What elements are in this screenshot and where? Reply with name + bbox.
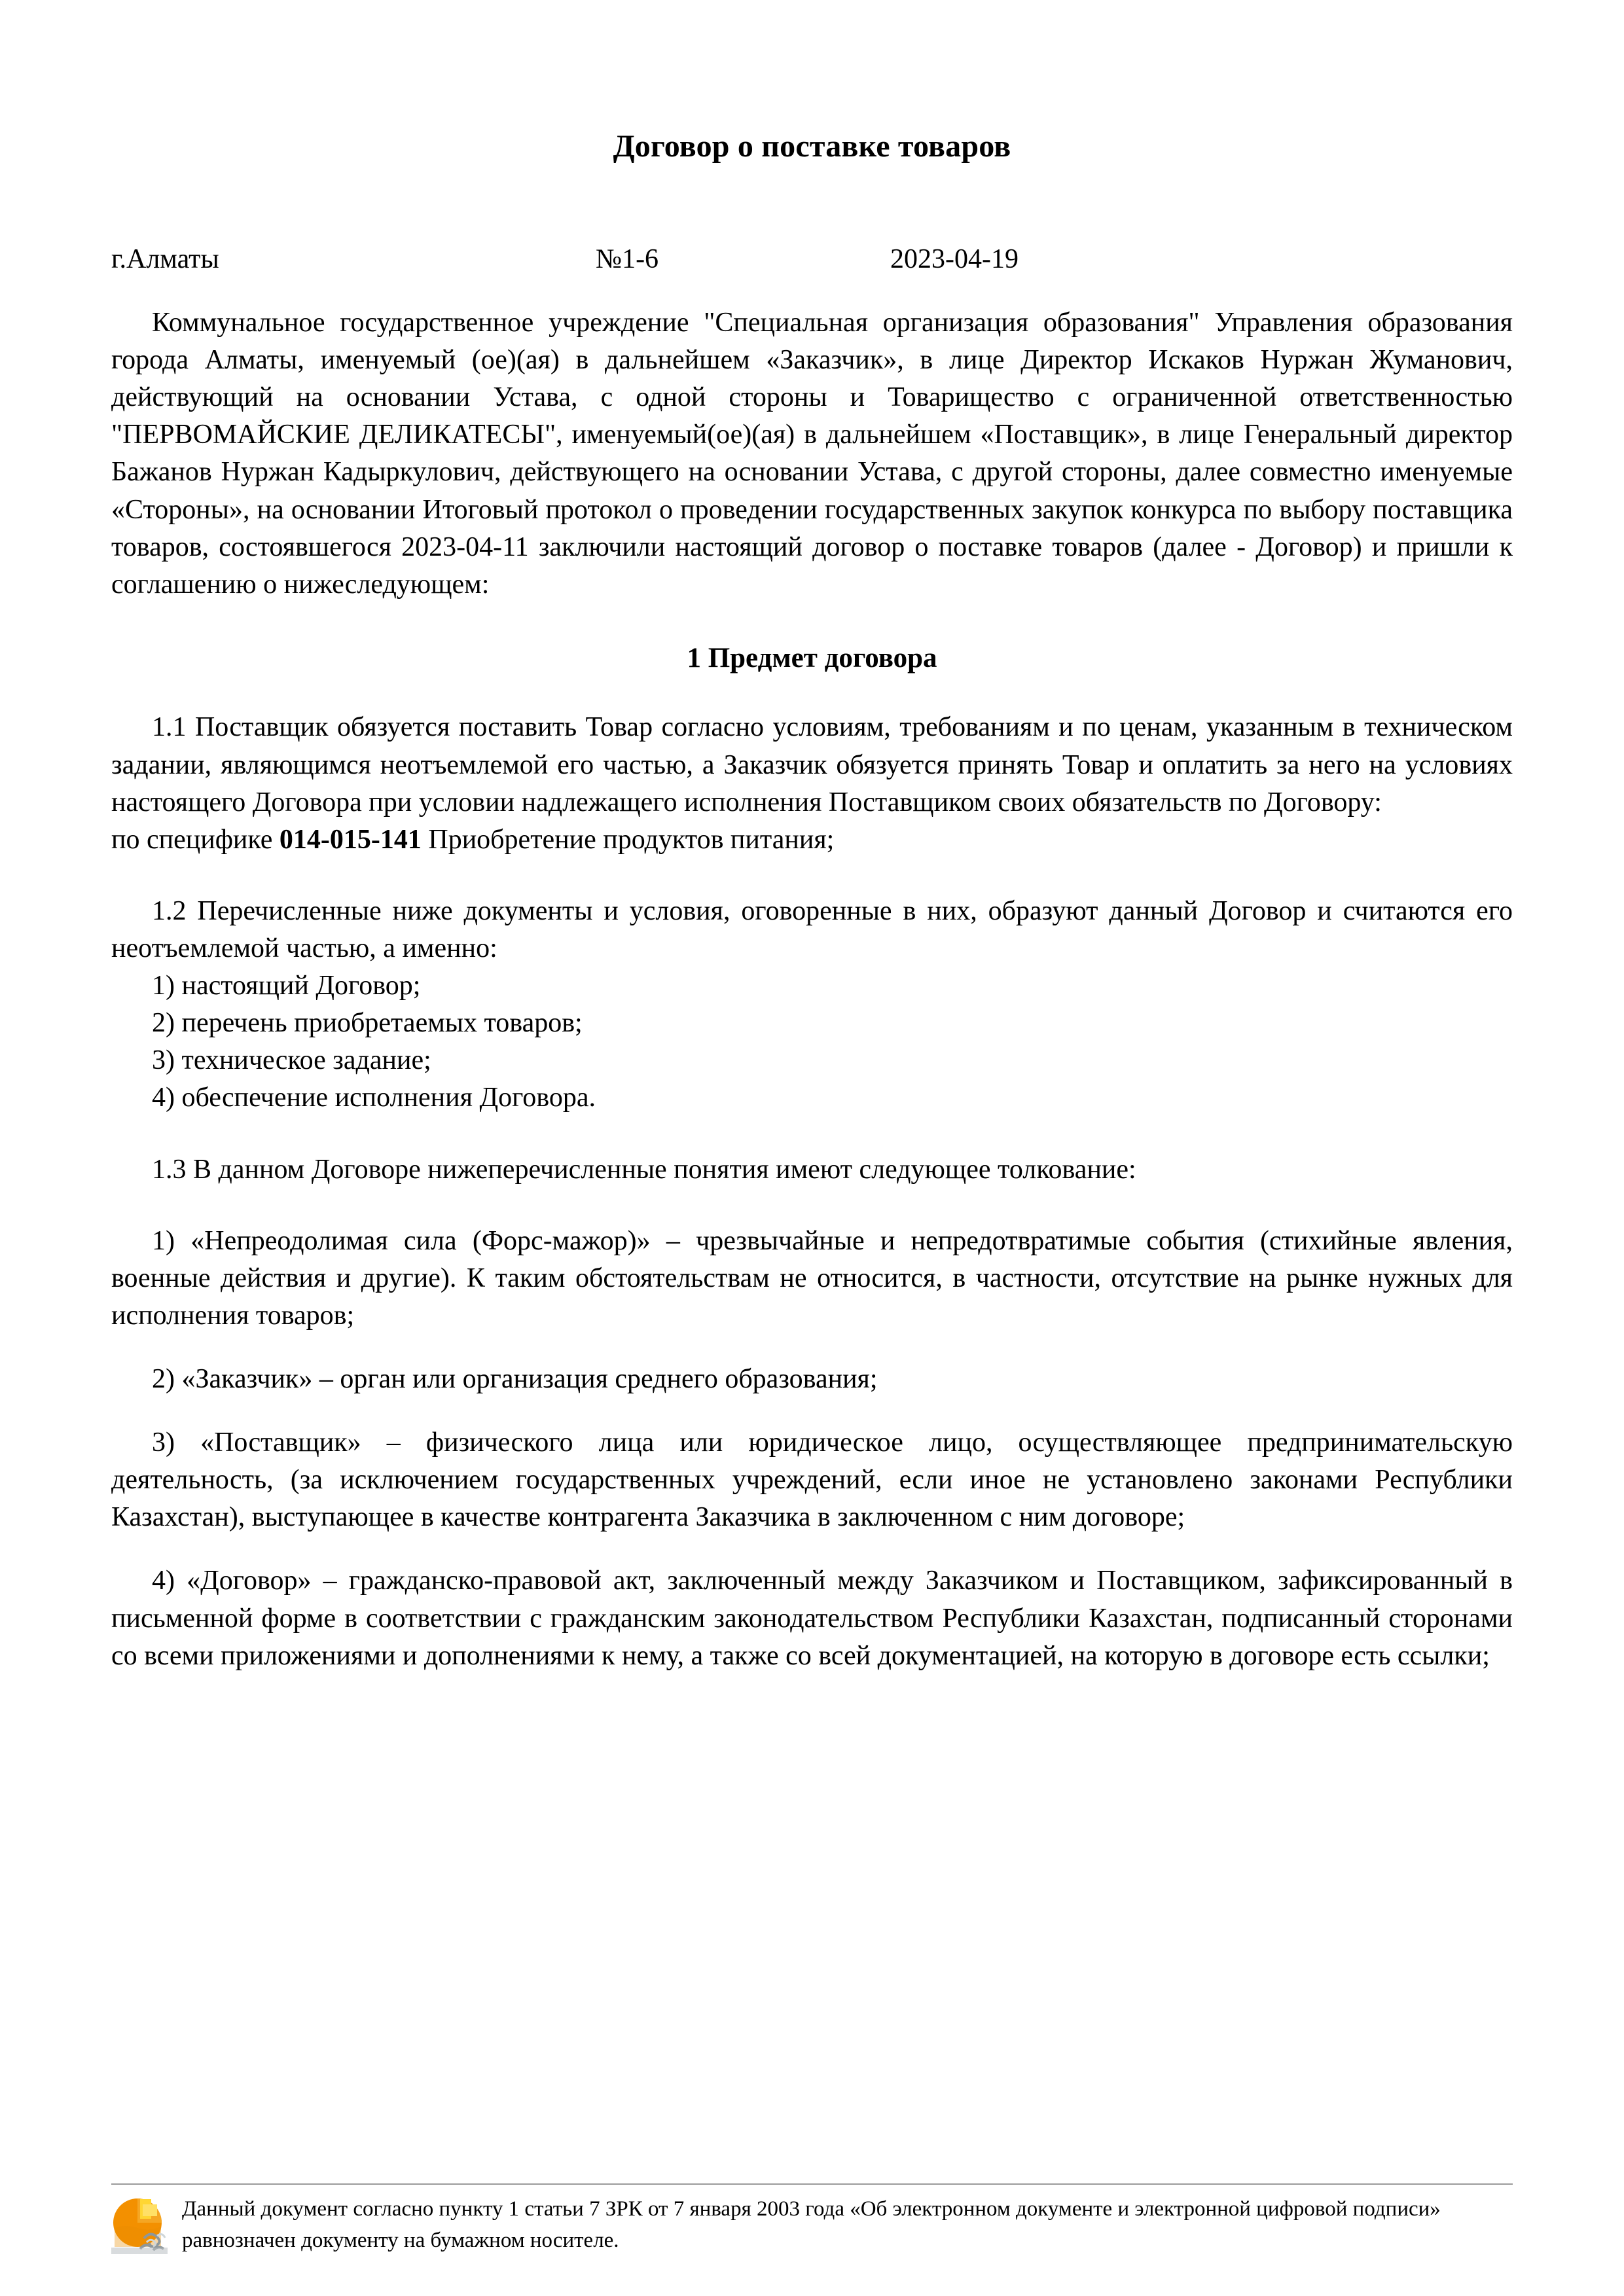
- footer-body: [111, 2194, 1513, 2257]
- spec-code: 014-015-141: [279, 824, 422, 855]
- clause-1-1: 1.1 Поставщик обязуется поставить Товар согласно условиям, требованиям и по ценам, указанным в техническом задании, являющимся неотъемлемой его частью, а Заказчик обязуется принять Товар и оплатить за него на условиях настоящего Договора при условии надлежащего исполнения Поставщиком своих обязательств по Договору:: [111, 712, 1513, 817]
- definition-customer: 2) «Заказчик» – орган или организация среднего образования;: [152, 1363, 878, 1394]
- egov-seal-icon: [111, 2195, 168, 2254]
- meta-contract-number: №1-6: [596, 243, 659, 274]
- page-title: Договор о поставке товаров: [613, 129, 1011, 164]
- list-item: 4) обеспечение исполнения Договора.: [152, 1083, 596, 1113]
- meta-contract-date: 2023-04-19: [890, 243, 1019, 274]
- definition-supplier: 3) «Поставщик» – физического лица или юридическое лицо, осуществляющее предпринимательскую деятельность, (за исключением государственных учреждений, если иное не установлено законами Республики Казахстан), выступающее в качестве контрагента Заказчика в заключенном с ним договоре;: [111, 1427, 1513, 1533]
- footer-legal-notice: Данный документ согласно пункту 1 статьи 7 ЗРК от 7 января 2003 года «Об электронном документе и электронной цифровой подписи» равнозначен документу на бумажном носителе.: [182, 2197, 1441, 2253]
- section-heading-subject: 1 Предмет договора: [687, 642, 937, 673]
- page-footer: [111, 2183, 1513, 2257]
- definition-force-majeure: 1) «Непреодолимая сила (Форс-мажор)» – чрезвычайные и непредотвратимые события (стихийные явления, военные действия и другие). К таким обстоятельствам не относится, в частности, отсутствие на рынке нужных для исполнения товаров;: [111, 1225, 1513, 1331]
- list-item: 1) настоящий Договор;: [152, 971, 421, 1001]
- spec-prefix: по специфике: [111, 824, 280, 855]
- definition-contract: 4) «Договор» – гражданско-правовой акт, заключенный между Заказчиком и Поставщиком, зафиксированный в письменной форме в соответствии с гражданским законодательством Республики Казахстан, подписанный сторонами со всеми приложениями и дополнениями к нему, а также со всей документацией, на которую в договоре есть ссылки;: [111, 1566, 1513, 1671]
- clause-1-3: 1.3 В данном Договоре нижеперечисленные понятия имеют следующее толкование:: [152, 1154, 1136, 1185]
- clause-1-2: 1.2 Перечисленные ниже документы и условия, оговоренные в них, образуют данный Договор и считаются его неотъемлемой частью, а именно:: [111, 895, 1513, 963]
- list-item: 3) техническое задание;: [152, 1045, 431, 1076]
- document-meta: [111, 243, 1513, 276]
- preamble-paragraph: Коммунальное государственное учреждение "Специальная организация образования" Управления образования города Алматы, именуемый (ое)(ая) в дальнейшем «Заказчик», в лице Директор Искаков Нуржан Жуманович, действующий на основании Устава, с одной стороны и Товарищество с ограниченной ответственностью "ПЕРВОМАЙСКИЕ ДЕЛИКАТЕСЫ", именуемый(ое)(ая) в дальнейшем «Поставщик», в лице Генеральный директор Бажанов Нуржан Кадыркулович, действующего на основании Устава, с другой стороны, далее совместно именуемые «Стороны», на основании Итоговый протокол о проведении государственных закупок конкурса по выбору поставщика товаров, состоявшегося 2023-04-11 заключили настоящий договор о поставке товаров (далее - Договор) и пришли к соглашению о нижеследующем:: [111, 307, 1513, 600]
- spec-suffix: Приобретение продуктов питания;: [421, 824, 835, 855]
- list-item: 2) перечень приобретаемых товаров;: [152, 1008, 583, 1039]
- footer-divider: [111, 2183, 1513, 2185]
- clause-1-1-specification: [111, 821, 1513, 859]
- meta-city: г.Алматы: [111, 243, 219, 274]
